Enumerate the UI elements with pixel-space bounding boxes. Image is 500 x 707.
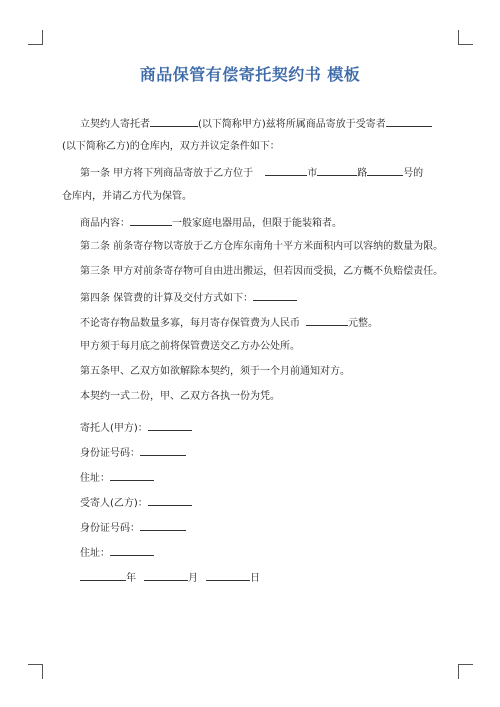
consignor-signature-line	[80, 420, 192, 436]
date-line	[80, 570, 260, 586]
text-segment: 路	[357, 168, 368, 179]
blank-city	[265, 165, 307, 176]
consignor-address-line	[80, 470, 154, 486]
day-label: 日	[250, 573, 260, 584]
blank-consignor-address	[110, 470, 154, 481]
paragraph-goods-content	[80, 215, 342, 231]
blank-consignee-name	[148, 495, 192, 506]
paragraph-article-1-cont: 仓库内，并请乙方代为保管。	[62, 191, 192, 202]
id-label: 身份证号码：	[80, 448, 140, 459]
month-label: 月	[188, 573, 198, 584]
paragraph-fee-deadline: 甲方须于每月底之前将保管费送交乙方办公处所。	[80, 341, 300, 352]
paragraph-article-5: 第五条甲、乙双方如欲解除本契约，须于一个月前通知对方。	[80, 366, 350, 377]
blank-consignor	[150, 116, 198, 127]
blank-consignee-address	[110, 545, 154, 556]
paragraph-article-4	[80, 290, 297, 306]
blank-consignor-id	[140, 445, 186, 456]
crop-mark-top-right	[458, 30, 473, 45]
consignee-id-line	[80, 520, 186, 536]
blank-road	[317, 165, 357, 176]
document-title: 商品保管有偿寄托契约书 模板	[139, 65, 361, 84]
address-label: 住址：	[80, 473, 110, 484]
crop-mark-bottom-right	[458, 664, 473, 679]
text-segment: 第四条 保管费的计算及交付方式如下：	[80, 293, 254, 304]
blank-consignee-id	[140, 520, 186, 531]
blank-month	[144, 570, 188, 581]
paragraph-intro	[80, 116, 432, 132]
text-segment: 一般家庭电器用品，但限于能装箱者。	[172, 218, 342, 229]
text-segment: 不论寄存物品数量多寡，每月寄存保管费为人民币	[80, 318, 300, 329]
consignor-id-line	[80, 445, 186, 461]
consignor-label: 寄托人(甲方)：	[80, 423, 148, 434]
crop-mark-bottom-left	[28, 664, 43, 679]
blank-day	[206, 570, 250, 581]
paragraph-copies: 本契约一式二份，甲、乙双方各执一份为凭。	[80, 391, 280, 402]
crop-mark-top-left	[28, 30, 43, 45]
id-label: 身份证号码：	[80, 523, 140, 534]
blank-goods	[130, 215, 172, 226]
text-segment: (以下简称甲方)兹将所属商品寄放于受寄者	[198, 119, 386, 130]
consignee-address-line	[80, 545, 154, 561]
blank-year	[80, 570, 126, 581]
text-segment: 号的	[403, 168, 424, 179]
blank-consignor-name	[148, 420, 192, 431]
text-segment: 市	[307, 168, 318, 179]
address-label: 住址：	[80, 548, 110, 559]
consignee-label: 受寄人(乙方)：	[80, 498, 148, 509]
text-segment: 元整。	[348, 318, 378, 329]
paragraph-article-3: 第三条 甲方对前条寄存物可自由进出搬运，但若因而受损，乙方概不负赔偿责任。	[80, 266, 444, 277]
blank-payment-method	[253, 290, 297, 301]
paragraph-article-1	[80, 165, 423, 181]
paragraph-article-2: 第二条 前条寄存物以寄放于乙方仓库东南角十平方米面积内可以容纳的数量为限。	[80, 241, 444, 252]
text-segment: 第一条 甲方将下列商品寄放于乙方位于	[80, 168, 254, 179]
year-label: 年	[126, 573, 136, 584]
blank-consignee	[386, 116, 432, 127]
consignee-signature-line	[80, 495, 192, 511]
blank-fee-amount	[306, 315, 348, 326]
blank-number	[367, 165, 403, 176]
paragraph-fee	[80, 315, 378, 331]
paragraph-intro-cont: (以下简称乙方)的仓库内，双方并议定条件如下：	[62, 141, 280, 152]
text-segment: 商品内容：	[80, 218, 130, 229]
text-segment: 立契约人寄托者	[80, 119, 150, 130]
